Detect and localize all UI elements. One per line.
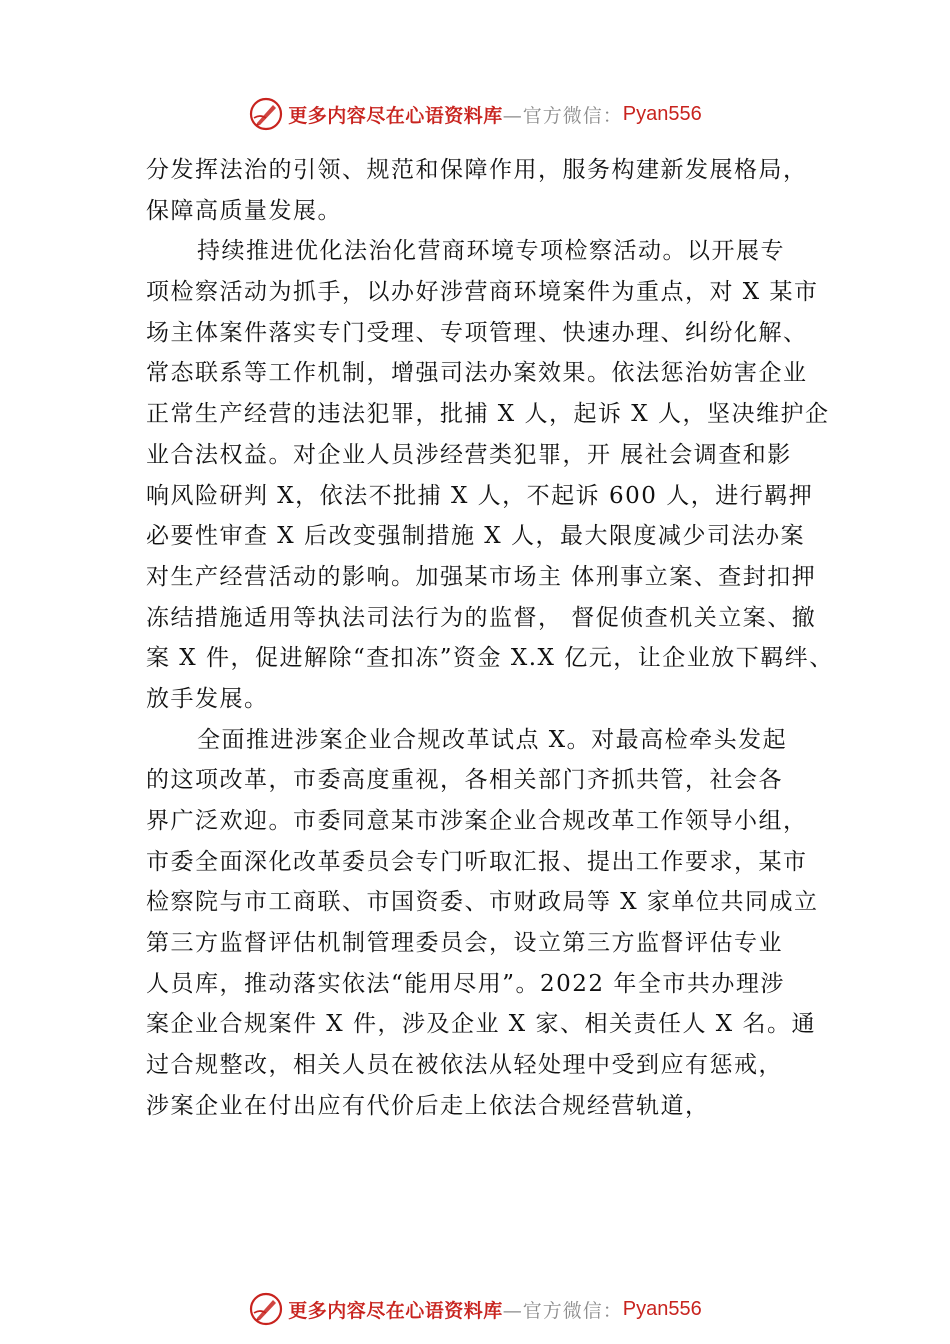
text-line: 人员库，推动落实依法“能用尽用”。2022 年全市共办理涉 [146, 970, 785, 997]
text-line: 第三方监督评估机制管理委员会，设立第三方监督评估专业 [146, 930, 783, 957]
paragraph-start-line: 全面推进涉案企业合规改革试点 X。对最高检牵头发起 [197, 726, 788, 753]
text-line: 界广泛欢迎。市委同意某市涉案企业合规改革工作领导小组， [146, 808, 808, 834]
text-line: 案企业合规案件 X 件，涉及企业 X 家、相关责任人 X 名。通 [146, 1011, 816, 1038]
footer-banner [0, 1289, 950, 1329]
text-line: 正常生产经营的违法犯罪，批捕 X 人，起诉 X 人，坚决维护企 [146, 401, 830, 428]
banner-wechat-id: Pyan556 [622, 1297, 702, 1320]
text-line: 案 X 件，促进解除“查扣冻”资金 X.X 亿元，让企业放下羁绊、 [146, 645, 834, 672]
text-line: 涉案企业在付出应有代价后走上依法合规经营轨道， [146, 1092, 710, 1119]
text-line: 对生产经营活动的影响。加强某市场主 体刑事立案、查封扣押 [146, 563, 817, 590]
pen-logo-icon [248, 1291, 284, 1327]
text-line: 分发挥法治的引领、规范和保障作用，服务构建新发展格局， [146, 157, 808, 183]
pen-logo-icon [248, 96, 284, 132]
text-line: 的这项改革，市委高度重视，各相关部门齐抓共管，社会各 [146, 767, 783, 794]
document-body [146, 150, 846, 1127]
text-line: 过合规整改，相关人员在被依法从轻处理中受到应有惩戒， [146, 1052, 783, 1079]
text-line: 冻结措施适用等执法司法行为的监督， 督促侦查机关立案、撤 [146, 604, 817, 631]
text-line: 必要性审查 X 后改变强制措施 X 人，最大限度减少司法办案 [146, 523, 805, 550]
paragraph-start-line: 持续推进优化法治化营商环境专项检察活动。以开展专 [197, 238, 785, 265]
banner-title: 更多内容尽在心语资料库 [288, 104, 503, 127]
banner-wechat-id: Pyan556 [622, 102, 702, 125]
text-line: 常态联系等工作机制，增强司法办案效果。依法惩治妨害企业 [146, 360, 808, 387]
text-line: 市委全面深化改革委员会专门听取汇报、提出工作要求，某市 [146, 848, 808, 875]
text-line: 保障高质量发展。 [146, 197, 342, 224]
banner-wechat-label: —官方微信： [502, 104, 623, 127]
header-banner [0, 94, 950, 134]
text-line: 响风险研判 X，依法不批捕 X 人，不起诉 600 人，进行羁押 [146, 482, 814, 509]
text-line: 场主体案件落实专门受理、专项管理、快速办理、纠纷化解、 [146, 319, 808, 346]
banner-title: 更多内容尽在心语资料库 [288, 1299, 503, 1322]
text-line: 项检察活动为抓手，以办好涉营商环境案件为重点，对 X 某市 [146, 279, 819, 306]
text-line: 检察院与市工商联、市国资委、市财政局等 X 家单位共同成立 [146, 889, 819, 916]
banner-wechat-label: —官方微信： [502, 1299, 623, 1322]
text-line: 放手发展。 [146, 685, 269, 712]
text-line: 业合法权益。对企业人员涉经营类犯罪，开 展社会调查和影 [146, 441, 792, 468]
